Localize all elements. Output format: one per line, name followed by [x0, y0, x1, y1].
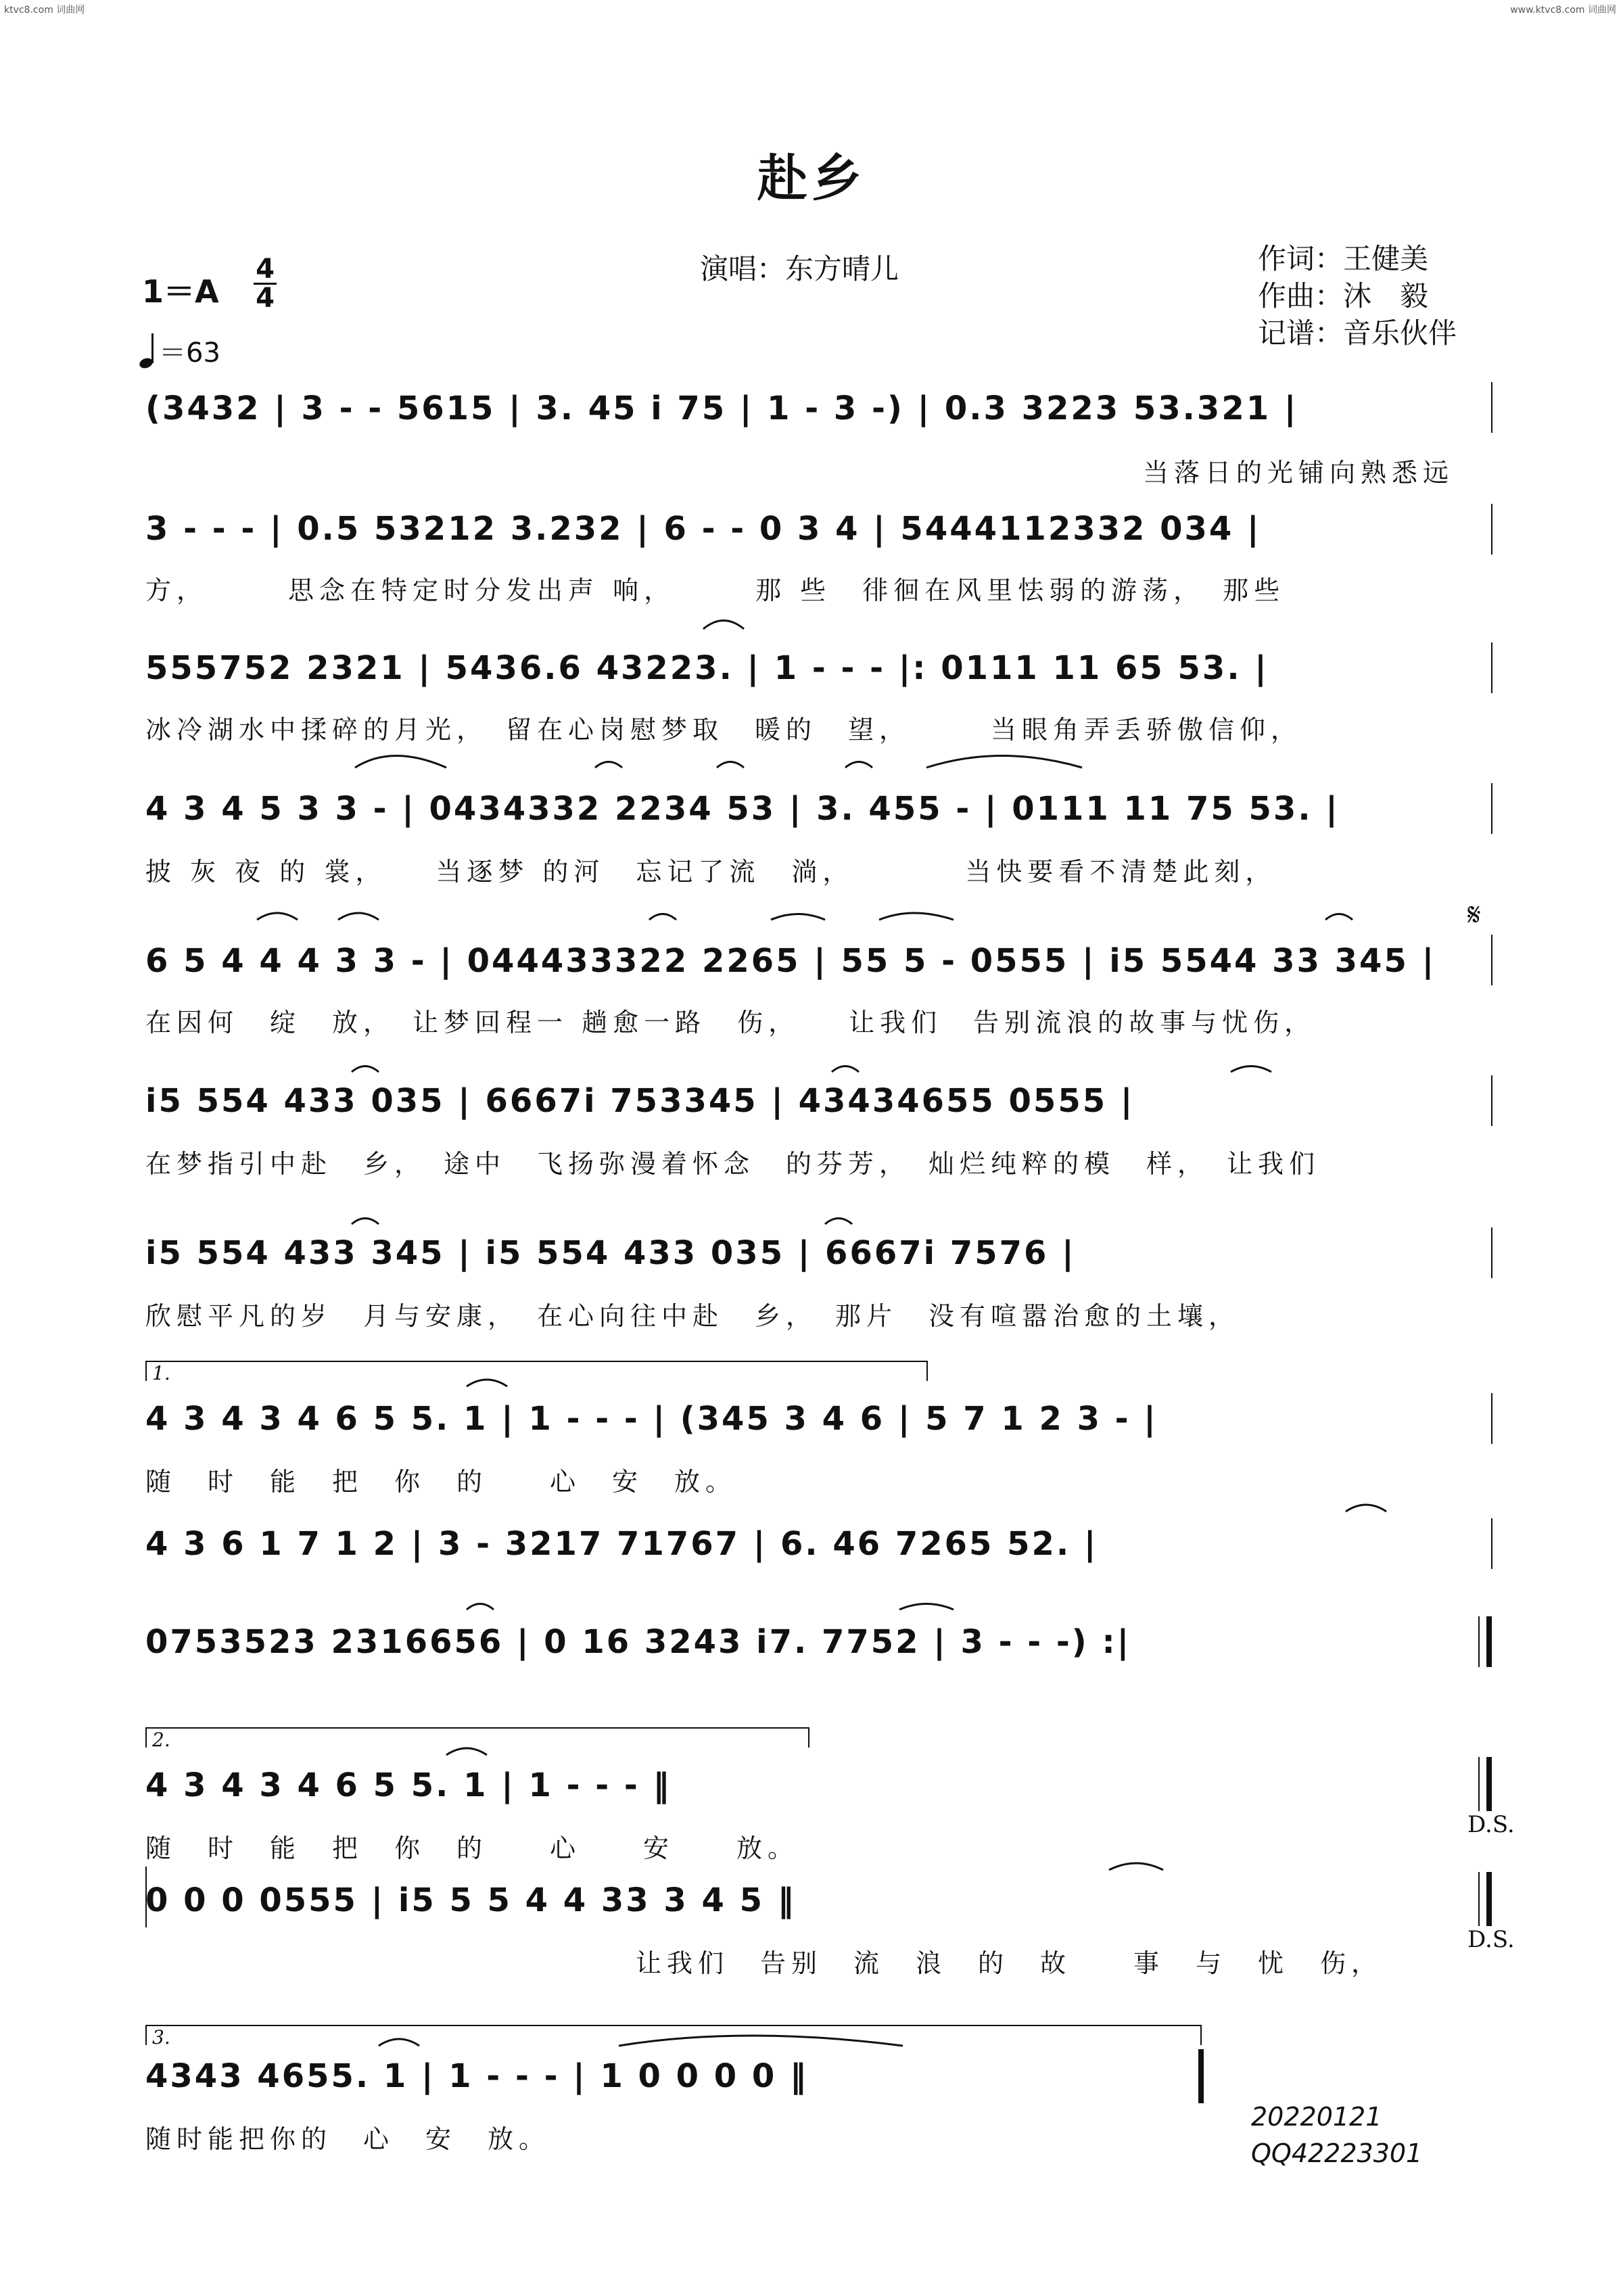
time-sig-bottom: 4: [256, 283, 275, 314]
system-7-lyrics: 欣慰平凡的岁 月与安康， 在心向往中赴 乡， 那片 没有喧嚣治愈的土壤，: [145, 1301, 1240, 1331]
system-6-end-barline: [1491, 1075, 1492, 1126]
system-2-lyrics: 方， 思念在特定时分发出声 响， 那 些 徘徊在风里怯弱的游荡， 那些: [145, 576, 1286, 605]
system-4-lyrics: 披 灰 夜 的 裳， 当逐梦 的河 忘记了流 淌， 当快要看不清楚此刻，: [145, 857, 1277, 887]
site-tag: www.ktvc8.com 词曲网: [1510, 5, 1616, 16]
system-1-lyrics: 当落日的光铺向熟悉远: [1143, 458, 1455, 488]
system-11-end-barline: [1486, 1757, 1492, 1811]
repeat-end-barline: [1486, 1616, 1492, 1667]
footer-qq: QQ42223301: [1251, 2138, 1423, 2168]
system-13-notes: 4343 4655. 1 | 1 - - - | 1 0 0 0 0 ‖: [145, 2057, 808, 2095]
time-signature: [250, 254, 280, 314]
system-4-end-barline: [1491, 783, 1492, 834]
footer-date: 20220121: [1251, 2102, 1382, 2132]
ds-mark-1: D.S.: [1467, 1811, 1515, 1838]
system-12-notes: 0 0 0 0555 | i5 5 5 4 4 33 3 4 5 ‖: [145, 1881, 796, 1919]
system-12-end-barline: [1486, 1872, 1492, 1926]
system-4-notes: 4 3 4 5 3 3 - | 0434332 2234 53 | 3. 455 - | 0111 11 75 53. |: [145, 790, 1340, 828]
system-9-end-barline: [1491, 1518, 1492, 1569]
system-5-end-barline: [1491, 935, 1492, 985]
system-5-notes: 6 5 4 4 4 3 3 - | 044433322 2265 | 55 5 - 0555 | i5 5544 33 345 |: [145, 942, 1436, 980]
composer: 作曲：沐 毅: [1258, 279, 1429, 312]
system-6-notes: i5 554 433 035 | 6667i 753345 | 43434655 0555 |: [145, 1082, 1135, 1120]
system-5-lyrics: 在因何 绽 放， 让梦回程一 趟愈一路 伤， 让我们 告别流浪的故事与忧伤，: [145, 1008, 1316, 1037]
volta-1-bracket: [145, 1361, 926, 1362]
notation-credit: 记谱：音乐伙伴: [1258, 317, 1457, 350]
system-6-lyrics: 在梦指引中赴 乡， 途中 飞扬弥漫着怀念 的芬芳， 灿烂纯粹的模 样， 让我们: [145, 1149, 1321, 1179]
system-9-notes: 4 3 6 1 7 1 2 | 3 - 3217 71767 | 6. 46 7265 52. |: [145, 1525, 1098, 1563]
system-8-end-barline: [1491, 1393, 1492, 1444]
system-7-notes: i5 554 433 345 | i5 554 433 035 | 6667i 7576 |: [145, 1234, 1076, 1272]
system-2-notes: 3 - - - | 0.5 53212 3.232 | 6 - - 0 3 4 | 5444112332 034 |: [145, 510, 1261, 548]
tempo-value: ＝63: [159, 337, 220, 369]
system-8-notes: 4 3 4 3 4 6 5 5. 1 | 1 - - - | (345 3 4 6 | 5 7 1 2 3 - |: [145, 1400, 1158, 1438]
system-7-end-barline: [1491, 1227, 1492, 1278]
quarter-note-icon: [139, 332, 159, 377]
volta-2-label: 2.: [152, 1729, 170, 1751]
singer: 演唱：东方晴儿: [700, 252, 899, 285]
system-3-notes: 555752 2321 | 5436.6 43223. | 1 - - - |: 0111 11 65 53. |: [145, 649, 1269, 687]
time-sig-top: 4: [256, 254, 275, 285]
system-1-notes: (3432 | 3 - - 5615 | 3. 45 i 75 | 1 - 3 -) | 0.3 3223 53.321 |: [145, 390, 1298, 427]
system-1-end-barline: [1491, 382, 1492, 433]
volta-3-label: 3.: [152, 2026, 170, 2048]
volta-3-bracket: [145, 2025, 1200, 2026]
system-11-lyrics: 随 时 能 把 你 的 心 安 放。: [145, 1833, 799, 1863]
volta-1-label: 1.: [152, 1362, 170, 1384]
key-signature: 1＝A: [142, 273, 219, 310]
ds-mark-2: D.S.: [1467, 1926, 1515, 1953]
volta-2-bracket: [145, 1727, 808, 1729]
system-12-lyrics: 让我们 告别 流 浪 的 故 事 与 忧 伤，: [636, 1948, 1383, 1978]
system-3-lyrics: 冰冷湖水中揉碎的月光， 留在心岗慰梦取 暖的 望， 当眼角弄丢骄傲信仰，: [145, 715, 1302, 745]
system-2-end-barline: [1491, 504, 1492, 555]
song-title: 赴乡: [757, 149, 866, 208]
top-left-tag: ktvc8.com 词曲网: [4, 5, 85, 16]
system-8-lyrics: 随 时 能 把 你 的 心 安 放。: [145, 1467, 737, 1497]
final-barline: [1198, 2049, 1204, 2103]
system-10-notes: 0753523 2316656 | 0 16 3243 i7. 7752 | 3 - - -) :|: [145, 1623, 1131, 1661]
tempo-mark: [139, 331, 220, 377]
segno-icon: 𝄋: [1467, 896, 1481, 933]
system-13-lyrics: 随时能把你的 心 安 放。: [145, 2124, 550, 2154]
lyricist: 作词：王健美: [1258, 242, 1429, 275]
system-3-end-barline: [1491, 642, 1492, 693]
system-11-notes: 4 3 4 3 4 6 5 5. 1 | 1 - - - ‖: [145, 1766, 672, 1804]
